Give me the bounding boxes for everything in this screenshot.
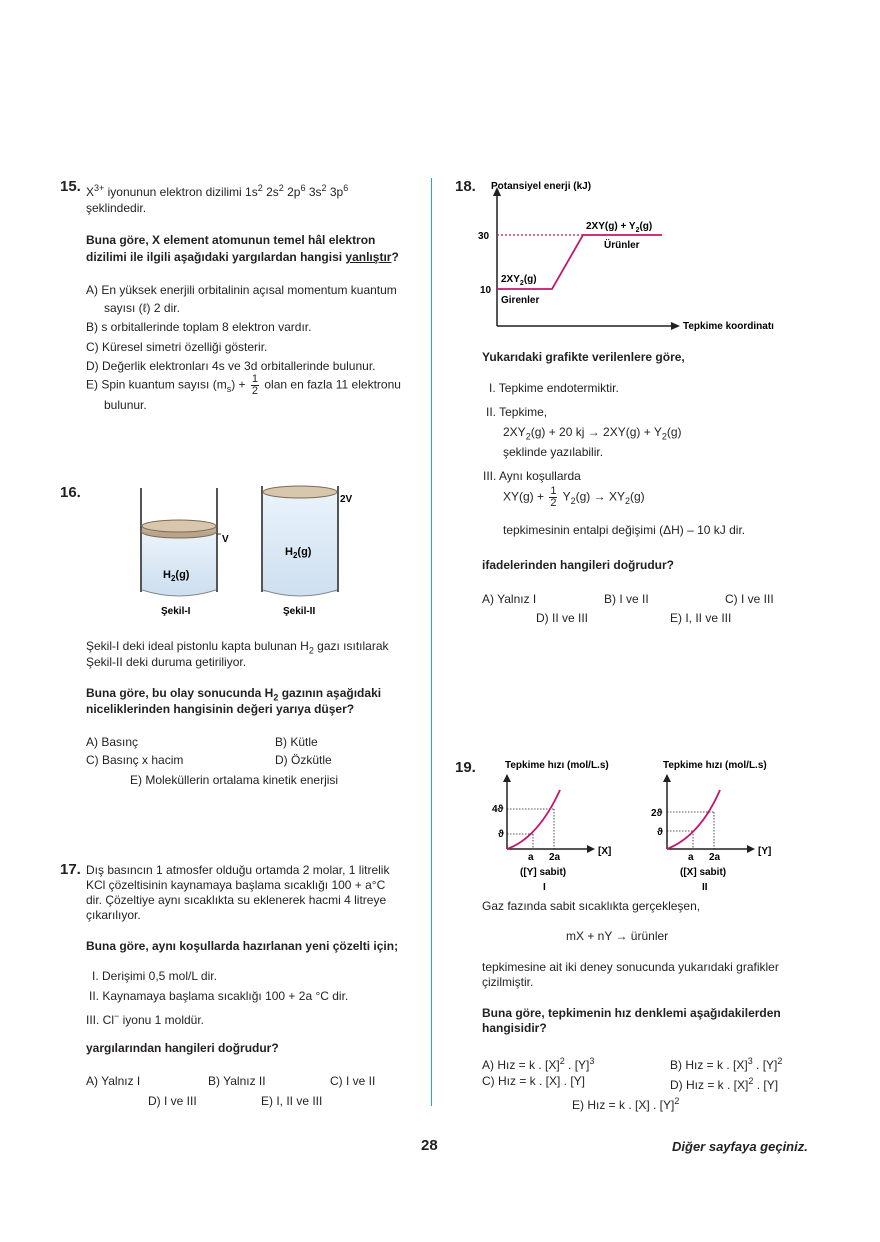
q19-option-a[interactable]: A) Hız = k . $[X]^2$ . $[Y]^3$ (482, 1056, 595, 1072)
g1-roman: I (543, 882, 546, 893)
q18-energy-chart (470, 176, 800, 336)
fig1-gas-label: $H_2(g)$ (163, 569, 190, 583)
q18-number: 18. (455, 178, 476, 195)
q19-rate-charts (480, 754, 800, 896)
g1-tick-a: a (528, 852, 534, 863)
q17-statement-2: II. Kaynamaya başlama sıcaklığı 100 + 2a °C dir. (89, 989, 349, 1003)
fig2-volume-label: 2V (340, 494, 353, 505)
q18-x-label: Tepkime koordinatı (683, 321, 774, 332)
g2-tick-2a: 2a (709, 852, 721, 863)
q18-statement-3-eq: XY(g) + $\frac{1}{2}$ $Y_2(g) \to XY_2(g)$ (503, 485, 645, 509)
q16-option-b[interactable]: B) Kütle (275, 735, 318, 749)
g2-tick-2v: 2ϑ (651, 808, 663, 819)
q17-statement-3: III. Cl− iyonu 1 moldür. (86, 1011, 204, 1027)
cylinder-fig2 (262, 486, 338, 596)
q17-stem-line4: çıkarılıyor. (86, 908, 141, 922)
g2-condition: ([X] sabit) (680, 867, 727, 878)
q16-option-d[interactable]: D) Özkütle (275, 753, 332, 767)
q19-option-b[interactable]: B) Hız = k . $[X]^3$ . $[Y]^2$ (670, 1056, 783, 1072)
tick-10: 10 (480, 285, 492, 296)
q18-statement-3-line3: tepkimesinin entalpi değişimi (ΔH) – 10 kJ dir. (503, 523, 746, 537)
q18-option-c[interactable]: C) I ve III (725, 592, 774, 606)
q15-question-line1: Buna göre, X element atomunun temel hâl elektron (86, 233, 376, 247)
q16-stem-line1: Şekil-I deki ideal pistonlu kapta bulunan $H_2$ gazı ısıtılarak (86, 639, 389, 656)
q18-option-a[interactable]: A) Yalnız I (482, 592, 537, 606)
q16-option-c[interactable]: C) Basınç x hacim (86, 753, 184, 767)
q18-statement-2-line3: şeklinde yazılabilir. (503, 445, 604, 459)
reactants-label: Girenler (501, 295, 540, 306)
q17-stem-line2: KCl çözeltisinin kaynamaya başlama sıcaklığı 100 + a°C (86, 878, 386, 892)
tick-30: 30 (478, 231, 490, 242)
q19-stem-line2: tepkimesine ait iki deney sonucunda yukarıdaki grafikler (482, 960, 779, 974)
q19-option-e[interactable]: E) Hız = k . [X] . $[Y]^2$ (572, 1096, 680, 1112)
q19-stem-line1: Gaz fazında sabit sıcaklıkta gerçekleşen, (482, 899, 701, 913)
g1-y-label: Tepkime hızı (mol/L.s) (505, 760, 609, 771)
g2-tick-v: ϑ (657, 827, 663, 838)
q16-question-line1: Buna göre, bu olay sonucunda $H_2$ gazının aşağıdaki (86, 686, 382, 703)
g2-y-arrow-icon (663, 774, 671, 782)
q15-option-c[interactable]: C) Küresel simetri özelliği gösterir. (86, 340, 268, 354)
q19-question-line1: Buna göre, tepkimenin hız denklemi aşağıdakilerden (482, 1006, 781, 1020)
fig1-volume-label: V (222, 534, 229, 545)
reactants-formula: $2XY_2(g)$ (501, 274, 537, 287)
g2-x-label: [Y] (758, 846, 772, 857)
fraction-one-half: $\frac{1}{2}$ (251, 373, 259, 397)
q17-option-b[interactable]: B) Yalnız II (208, 1074, 266, 1088)
q18-statement-2-eq: $2XY_2(g) + 20$ kj → $2XY(g) + Y_2(g)$ (503, 425, 682, 442)
q16-question-line2: niceliklerinden hangisinin değeri yarıya düşer? (86, 702, 355, 716)
q18-option-b[interactable]: B) I ve II (604, 592, 649, 606)
q17-question: Buna göre, aynı koşullarda hazırlanan yeni çözelti için; (86, 939, 399, 953)
q18-statement-1: I. Tepkime endotermiktir. (489, 381, 619, 395)
g1-condition: ([Y] sabit) (520, 867, 567, 878)
q16-figure (125, 480, 365, 620)
q17-option-c[interactable]: C) I ve II (330, 1074, 376, 1088)
q19-question-line2: hangisidir? (482, 1021, 547, 1035)
q17-option-a[interactable]: A) Yalnız I (86, 1074, 141, 1088)
fig2-gas-label: $H_2(g)$ (285, 546, 312, 560)
page-number: 28 (421, 1137, 438, 1154)
fig1-caption: Şekil-I (161, 606, 191, 617)
g1-x-arrow-icon (587, 845, 595, 853)
q19-number: 19. (455, 759, 476, 776)
q17-number: 17. (60, 861, 81, 878)
q16-stem-line2: Şekil-II deki duruma getiriliyor. (86, 655, 247, 669)
q15-option-e-line2: bulunur. (104, 398, 147, 412)
fig2-caption: Şekil-II (283, 606, 316, 617)
q16-number: 16. (60, 484, 81, 501)
q18-y-label: Potansiyel enerji (kJ) (491, 181, 592, 192)
q17-option-d[interactable]: D) I ve III (148, 1094, 197, 1108)
g2-roman: II (702, 882, 708, 893)
g2-tick-a: a (688, 852, 694, 863)
q18-statement-3: III. Aynı koşullarda (483, 469, 581, 483)
q19-stem-line3: çizilmiştir. (482, 975, 534, 989)
g1-marks-rate-curve (507, 790, 560, 849)
g2-x-arrow-icon (747, 845, 755, 853)
q17-stem-line1: Dış basıncın 1 atmosfer olduğu ortamda 2 molar, 1 litrelik (86, 863, 390, 877)
g1-x-label: [X] (598, 846, 612, 857)
q17-stem-line3: dir. Çözeltiye aynı sıcaklıkta su eklenerek hacmi 4 litreye (86, 893, 387, 907)
q19-option-d[interactable]: D) Hız = k . $[X]^2$ . [Y] (670, 1076, 779, 1092)
q18-option-d[interactable]: D) II ve III (536, 611, 589, 625)
q15-option-a-line2: sayısı (ℓ) 2 dir. (104, 301, 180, 315)
q15-number: 15. (60, 178, 81, 195)
x-axis-arrow-icon (671, 322, 680, 330)
next-page-note: Diğer sayfaya geçiniz. (672, 1139, 808, 1154)
q16-option-a[interactable]: A) Basınç (86, 735, 139, 749)
q15-option-b[interactable]: B) s orbitallerinde toplam 8 elektron vardır. (86, 320, 312, 334)
q18-statement-2: II. Tepkime, (486, 405, 548, 419)
fraction-one-half: $\frac{1}{2}$ (550, 485, 557, 509)
q15-option-d[interactable]: D) Değerlik elektronları 4s ve 3d orbitallerinde bulunur. (86, 359, 376, 373)
products-formula: $2XY(g) + Y_2(g)$ (586, 221, 653, 234)
q17-statement-1: I. Derişimi 0,5 mol/L dir. (92, 969, 217, 983)
q19-option-c[interactable]: C) Hız = k . [X] . [Y] (482, 1074, 586, 1088)
products-label: Ürünler (604, 240, 640, 251)
g1-tick-4v: 4ϑ (492, 804, 504, 815)
q15-stem: $X^{3+}$ iyonunun elektron dizilimi $1s^2$ $2s^2$ $2p^6$ $3s^2$ $3p^6$ (86, 183, 349, 199)
q15-option-a[interactable]: A) En yüksek enerjili orbitalinin açısal momentum kuantum (86, 283, 397, 297)
g1-y-arrow-icon (503, 774, 511, 782)
q15-question-line2: dizilimi ile ilgili aşağıdaki yargılardan hangisi yanlıştır? (86, 250, 399, 264)
g2-y-label: Tepkime hızı (mol/L.s) (663, 760, 767, 771)
q18-question2: ifadelerinden hangileri doğrudur? (482, 558, 675, 572)
q16-option-e[interactable]: E) Moleküllerin ortalama kinetik enerjisi (130, 773, 339, 787)
q17-option-e[interactable]: E) I, II ve III (261, 1094, 323, 1108)
q19-equation: mX + nY → ürünler (566, 929, 669, 943)
g2-marks-rate-curve (667, 790, 720, 849)
q17-question2: yargılarından hangileri doğrudur? (86, 1041, 279, 1055)
g1-tick-v: ϑ (498, 829, 504, 840)
q18-option-e[interactable]: E) I, II ve III (670, 611, 732, 625)
q15-stem-line2: şeklindedir. (86, 201, 147, 215)
column-divider (431, 178, 432, 1106)
q15-option-e[interactable]: E) Spin kuantum sayısı $(m_s)$ + $\frac{1}{2}$ olan en fazla 11 elektronu (86, 373, 401, 397)
g1-tick-2a: 2a (549, 852, 561, 863)
q18-question: Yukarıdaki grafikte verilenlere göre, (482, 350, 685, 364)
